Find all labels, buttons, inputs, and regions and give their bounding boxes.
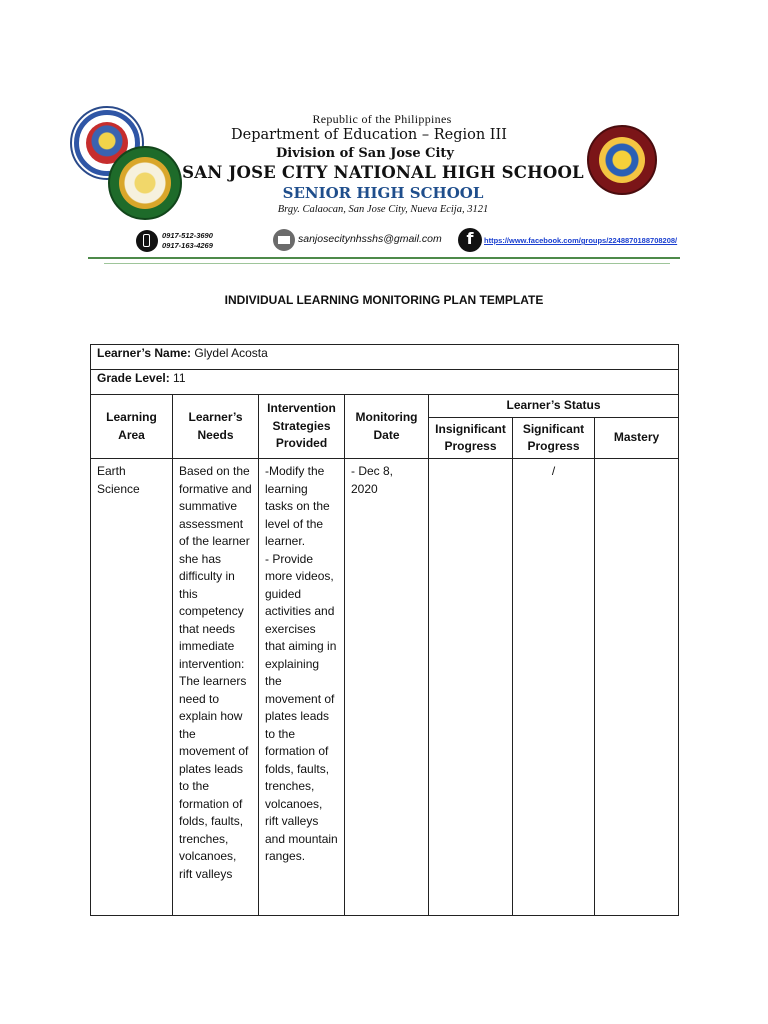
- header-learners-needs: Learner’s Needs: [173, 395, 259, 459]
- header-insignificant-progress: Insignificant Progress: [429, 418, 513, 459]
- learner-name-value: Glydel Acosta: [194, 346, 268, 360]
- school-address: Brgy. Calaocan, San Jose City, Nueva Ecija, 3121: [277, 204, 489, 215]
- learner-name-cell: [91, 345, 679, 370]
- learner-name-label: Learner’s Name:: [97, 346, 192, 360]
- header-monitoring-date: Monitoring Date: [345, 395, 429, 459]
- table-header-row: [91, 395, 679, 418]
- school-level: SENIOR HIGH SCHOOL: [282, 184, 484, 202]
- email-icon: [273, 229, 295, 251]
- cell-learning-area: Earth Science: [91, 459, 173, 916]
- cell-intervention: [259, 459, 345, 916]
- cell-learners-needs: Based on the formative and summative assessment of the learner she has difficulty in this competency that needs immediate intervention: The learners need to explain how the movement of plates leads to the formation of folds, faults, trenches, volcanoes, rift valleys: [173, 459, 259, 916]
- grade-level-row: [91, 370, 679, 395]
- facebook-glyph: f: [466, 229, 474, 248]
- school-name: SAN JOSE CITY NATIONAL HIGH SCHOOL: [182, 163, 584, 182]
- cell-monitoring-date: - Dec 8, 2020: [345, 459, 429, 916]
- header-significant-progress: Significant Progress: [513, 418, 595, 459]
- cell-mastery: [595, 459, 679, 916]
- grade-level-label: Grade Level:: [97, 371, 170, 385]
- facebook-link[interactable]: https://www.facebook.com/groups/2248870188708208/: [484, 236, 678, 245]
- cell-significant-progress: /: [513, 459, 595, 916]
- table-row: [91, 459, 679, 916]
- cell-insignificant-progress: [429, 459, 513, 916]
- header-divider-thin: [104, 263, 670, 264]
- phone-icon: [136, 230, 158, 252]
- department-line: Department of Education – Region III: [231, 127, 507, 143]
- phone-numbers: [162, 231, 213, 251]
- document-title: INDIVIDUAL LEARNING MONITORING PLAN TEMPLATE: [224, 293, 544, 307]
- phone-number-1: 0917-512-3690: [162, 231, 213, 240]
- monitoring-plan-table: [90, 344, 679, 916]
- republic-line: Republic of the Philippines: [312, 112, 452, 126]
- header-learners-status: Learner’s Status: [429, 395, 679, 418]
- header-mastery: Mastery: [595, 418, 679, 459]
- grade-level-cell: [91, 370, 679, 395]
- header-divider: [88, 257, 680, 259]
- phone-number-2: 0917-163-4269: [162, 241, 213, 250]
- facebook-icon: [458, 228, 482, 252]
- grade-level-value: 11: [173, 371, 186, 385]
- division-line: Division of San Jose City: [276, 146, 454, 161]
- email-address: sanjosecitynhsshs@gmail.com: [298, 233, 442, 245]
- header-intervention: Intervention Strategies Provided: [259, 395, 345, 459]
- learner-name-row: [91, 345, 679, 370]
- intervention-item-2: - Provide more videos, guided activities and exercises that aiming in explaining the movement of plates leads to the formation of folds, faults, trenches, volcanoes, rift valleys and mountain ranges.: [265, 551, 338, 863]
- intervention-item-1: -Modify the learning tasks on the level of the learner.: [265, 464, 330, 548]
- header-learning-area: Learning Area: [91, 395, 173, 459]
